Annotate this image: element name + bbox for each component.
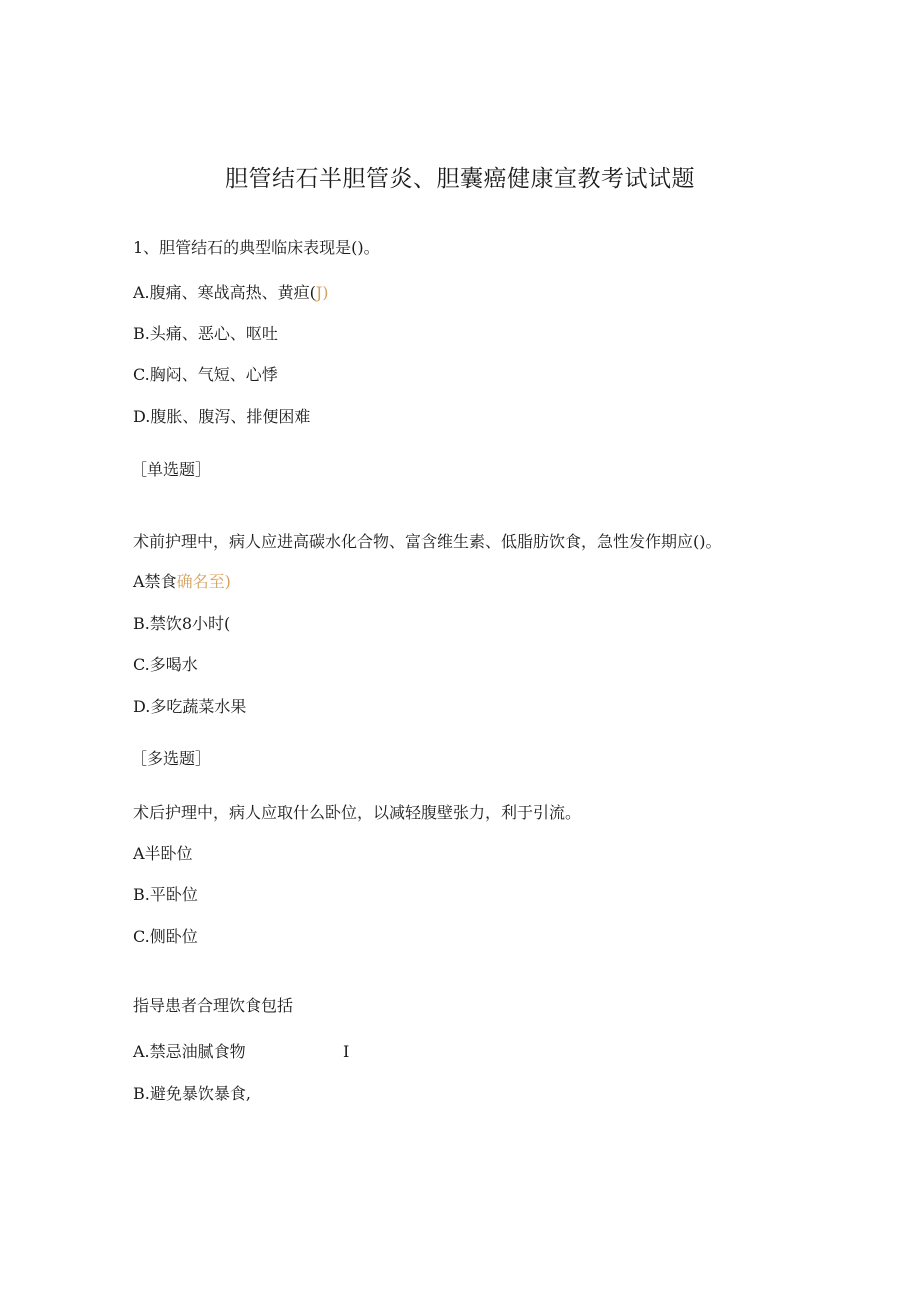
question-3-option-b: B.平卧位 (133, 885, 198, 904)
question-2-option-d: D.多吃蔬菜水果 (133, 697, 247, 716)
question-1-option-c: C.胸闷、气短、心悸 (133, 365, 278, 384)
option-a-text: A禁食 (133, 572, 177, 591)
question-4-option-a: A.禁忌油腻食物 (133, 1042, 246, 1061)
question-1-option-d: D.腹胀、腹泻、排便困难 (133, 407, 311, 426)
page-title: 胆管结石半胆管炎、胆囊癌健康宣教考试试题 (225, 166, 695, 192)
question-2-type: ［多选题］ (131, 749, 212, 768)
question-1-type: ［单选题］ (131, 460, 212, 479)
question-3-stem: 术后护理中，病人应取什么卧位，以减轻腹壁张力，利于引流。 (133, 803, 582, 822)
question-4-option-b: B.避免暴饮暴食, (133, 1084, 251, 1103)
option-a-text: A.腹痛、寒战高热、黄疸( (133, 283, 316, 302)
question-3-option-a: A半卧位 (133, 844, 193, 863)
question-1-option-a (133, 281, 329, 305)
question-2-option-a (133, 570, 231, 594)
question-4-stem: 指导患者合理饮食包括 (133, 996, 294, 1015)
question-2-stem: 术前护理中，病人应进高碳水化合物、富含维生素、低脂肪饮食，急性发作期应()。 (133, 532, 722, 551)
question-3-option-c: C.侧卧位 (133, 927, 198, 946)
answer-mark: J) (315, 283, 329, 302)
answer-mark: 确名至) (176, 572, 231, 591)
question-2-option-b: B.禁饮8小时( (133, 614, 231, 633)
question-2-option-c: C.多喝水 (133, 655, 198, 674)
question-1-option-b: B.头痛、恶心、呕吐 (133, 324, 278, 343)
question-1-stem: 1、胆管结石的典型临床表现是()。 (133, 238, 380, 257)
text-cursor-marker: I (343, 1042, 350, 1061)
